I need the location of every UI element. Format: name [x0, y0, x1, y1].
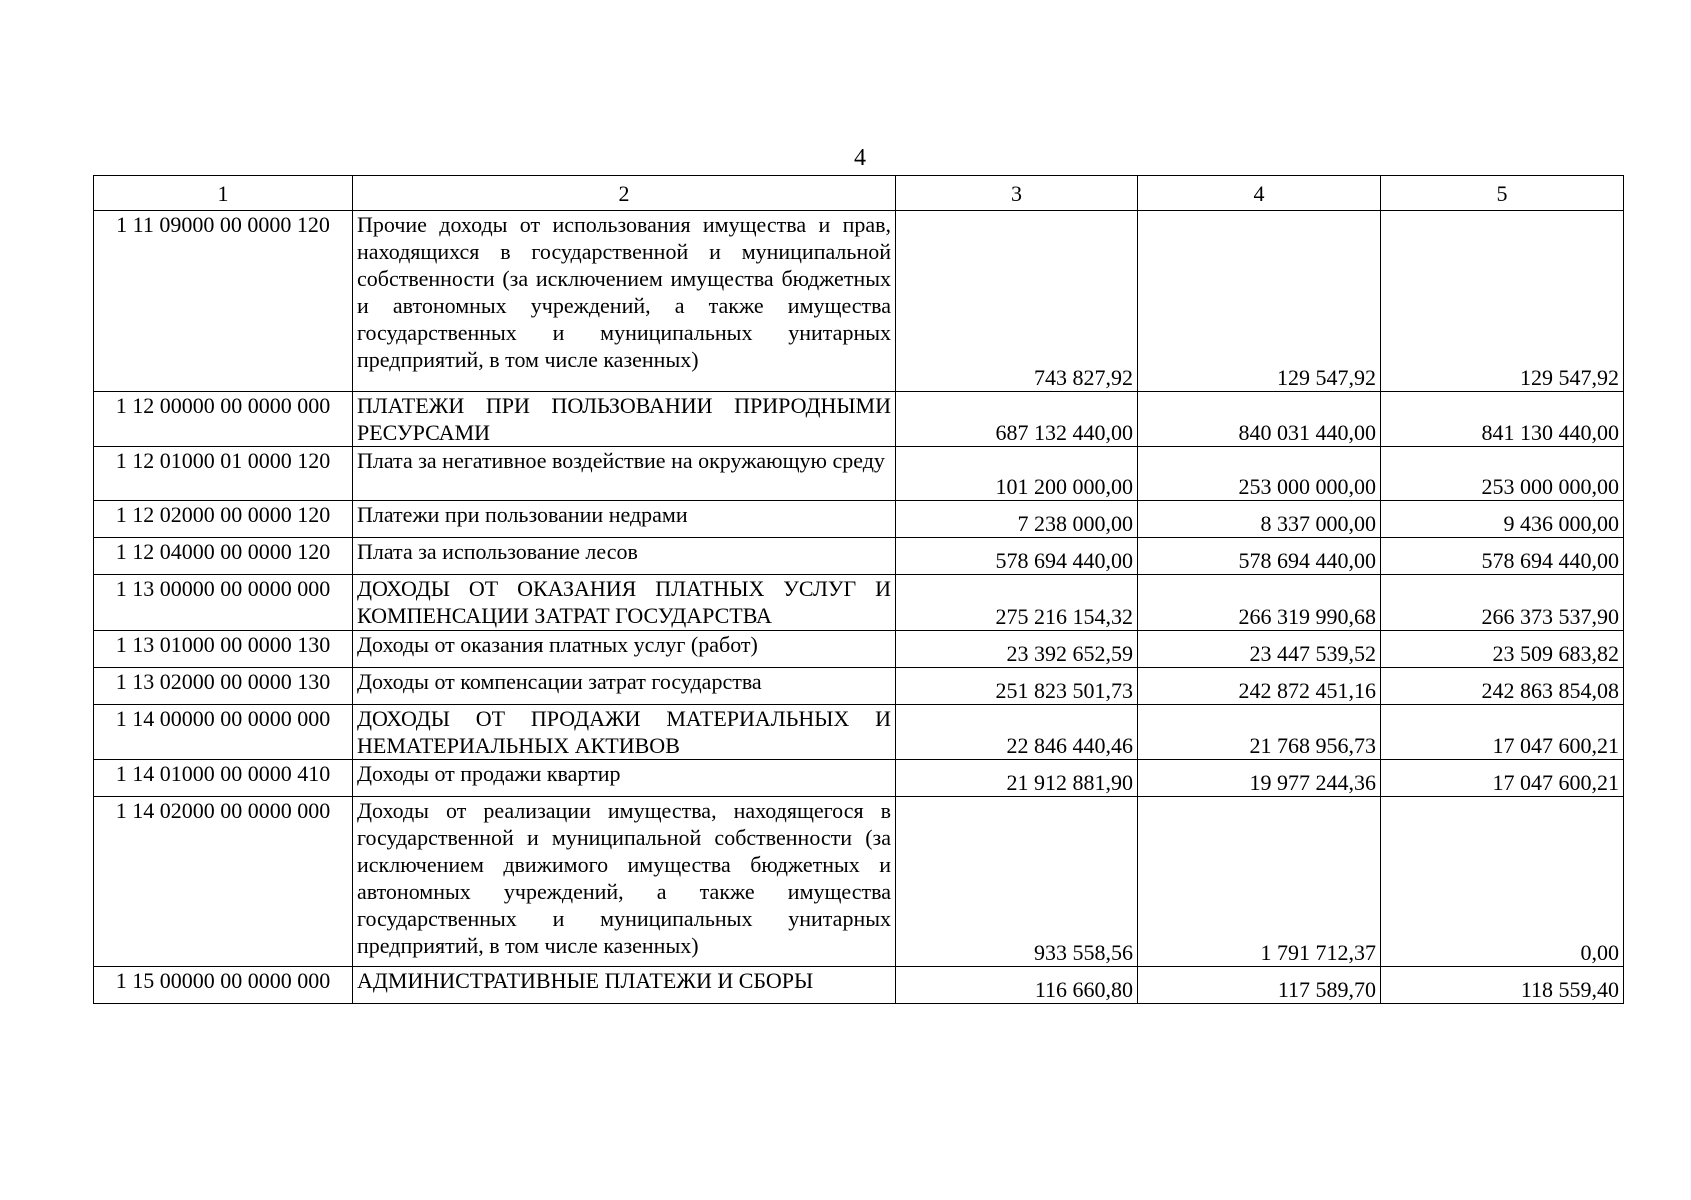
table-row	[94, 392, 1624, 447]
table-row	[94, 967, 1624, 1004]
row-name: Прочие доходы от использования имущества и прав, находящихся в государственной и муниципальной собственности (за исключением имущества бюджетных и автономных учреждений, а также имущества государственных и муниципальных унитарных предприятий, в том числе казенных)	[353, 211, 896, 392]
row-value-col4: 578 694 440,00	[1138, 538, 1381, 575]
row-value-col4: 21 768 956,73	[1138, 705, 1381, 760]
row-code: 1 12 02000 00 0000 120	[94, 501, 353, 538]
row-value-col4: 253 000 000,00	[1138, 447, 1381, 501]
row-value-col3: 101 200 000,00	[896, 447, 1138, 501]
row-value-col5: 17 047 600,21	[1381, 705, 1624, 760]
row-name: Доходы от реализации имущества, находящегося в государственной и муниципальной собственности (за исключением движимого имущества бюджетных и автономных учреждений, а также имущества государственных и муниципальных унитарных предприятий, в том числе казенных)	[353, 797, 896, 967]
revenue-table	[93, 175, 1624, 1004]
row-value-col3: 251 823 501,73	[896, 668, 1138, 705]
row-value-col5: 242 863 854,08	[1381, 668, 1624, 705]
row-value-col3: 22 846 440,46	[896, 705, 1138, 760]
row-value-col3: 7 238 000,00	[896, 501, 1138, 538]
row-value-col4: 266 319 990,68	[1138, 575, 1381, 631]
header-col-3: 3	[896, 176, 1138, 211]
row-code: 1 14 02000 00 0000 000	[94, 797, 353, 967]
row-value-col3: 578 694 440,00	[896, 538, 1138, 575]
header-col-5: 5	[1381, 176, 1624, 211]
row-value-col5: 578 694 440,00	[1381, 538, 1624, 575]
table-row	[94, 705, 1624, 760]
row-value-col4: 8 337 000,00	[1138, 501, 1381, 538]
table-row	[94, 501, 1624, 538]
row-value-col3: 933 558,56	[896, 797, 1138, 967]
row-name: ПЛАТЕЖИ ПРИ ПОЛЬЗОВАНИИ ПРИРОДНЫМИ РЕСУРСАМИ	[353, 392, 896, 447]
table-row	[94, 631, 1624, 668]
table-row	[94, 575, 1624, 631]
row-value-col4: 1 791 712,37	[1138, 797, 1381, 967]
row-code: 1 12 04000 00 0000 120	[94, 538, 353, 575]
table-body	[94, 211, 1624, 1004]
row-value-col4: 840 031 440,00	[1138, 392, 1381, 447]
row-code: 1 14 00000 00 0000 000	[94, 705, 353, 760]
row-name: Плата за использование лесов	[353, 538, 896, 575]
table-row	[94, 760, 1624, 797]
table-row	[94, 447, 1624, 501]
row-value-col5: 253 000 000,00	[1381, 447, 1624, 501]
row-value-col4: 117 589,70	[1138, 967, 1381, 1004]
row-name: АДМИНИСТРАТИВНЫЕ ПЛАТЕЖИ И СБОРЫ	[353, 967, 896, 1004]
row-value-col4: 129 547,92	[1138, 211, 1381, 392]
row-value-col5: 129 547,92	[1381, 211, 1624, 392]
row-name: ДОХОДЫ ОТ ОКАЗАНИЯ ПЛАТНЫХ УСЛУГ И КОМПЕНСАЦИИ ЗАТРАТ ГОСУДАРСТВА	[353, 575, 896, 631]
table-row	[94, 211, 1624, 392]
row-value-col5: 23 509 683,82	[1381, 631, 1624, 668]
table-row	[94, 797, 1624, 967]
row-value-col5: 118 559,40	[1381, 967, 1624, 1004]
row-code: 1 15 00000 00 0000 000	[94, 967, 353, 1004]
row-code: 1 13 01000 00 0000 130	[94, 631, 353, 668]
header-col-1: 1	[94, 176, 353, 211]
row-value-col4: 23 447 539,52	[1138, 631, 1381, 668]
row-name: ДОХОДЫ ОТ ПРОДАЖИ МАТЕРИАЛЬНЫХ И НЕМАТЕРИАЛЬНЫХ АКТИВОВ	[353, 705, 896, 760]
row-code: 1 12 00000 00 0000 000	[94, 392, 353, 447]
header-col-2: 2	[353, 176, 896, 211]
row-value-col3: 687 132 440,00	[896, 392, 1138, 447]
table-header	[94, 176, 1624, 211]
row-code: 1 12 01000 01 0000 120	[94, 447, 353, 501]
row-code: 1 13 02000 00 0000 130	[94, 668, 353, 705]
row-value-col3: 275 216 154,32	[896, 575, 1138, 631]
row-name: Доходы от компенсации затрат государства	[353, 668, 896, 705]
row-value-col5: 841 130 440,00	[1381, 392, 1624, 447]
row-value-col3: 116 660,80	[896, 967, 1138, 1004]
row-value-col5: 266 373 537,90	[1381, 575, 1624, 631]
row-code: 1 13 00000 00 0000 000	[94, 575, 353, 631]
row-name: Плата за негативное воздействие на окружающую среду	[353, 447, 896, 501]
row-code: 1 14 01000 00 0000 410	[94, 760, 353, 797]
row-value-col4: 242 872 451,16	[1138, 668, 1381, 705]
row-value-col5: 17 047 600,21	[1381, 760, 1624, 797]
row-name: Платежи при пользовании недрами	[353, 501, 896, 538]
row-value-col5: 9 436 000,00	[1381, 501, 1624, 538]
row-value-col4: 19 977 244,36	[1138, 760, 1381, 797]
table-row	[94, 538, 1624, 575]
row-value-col3: 743 827,92	[896, 211, 1138, 392]
row-code: 1 11 09000 00 0000 120	[94, 211, 353, 392]
row-name: Доходы от продажи квартир	[353, 760, 896, 797]
row-value-col5: 0,00	[1381, 797, 1624, 967]
row-value-col3: 21 912 881,90	[896, 760, 1138, 797]
table-row	[94, 668, 1624, 705]
row-name: Доходы от оказания платных услуг (работ)	[353, 631, 896, 668]
row-value-col3: 23 392 652,59	[896, 631, 1138, 668]
header-row	[94, 176, 1624, 211]
header-col-4: 4	[1138, 176, 1381, 211]
page-number: 4	[854, 145, 866, 171]
